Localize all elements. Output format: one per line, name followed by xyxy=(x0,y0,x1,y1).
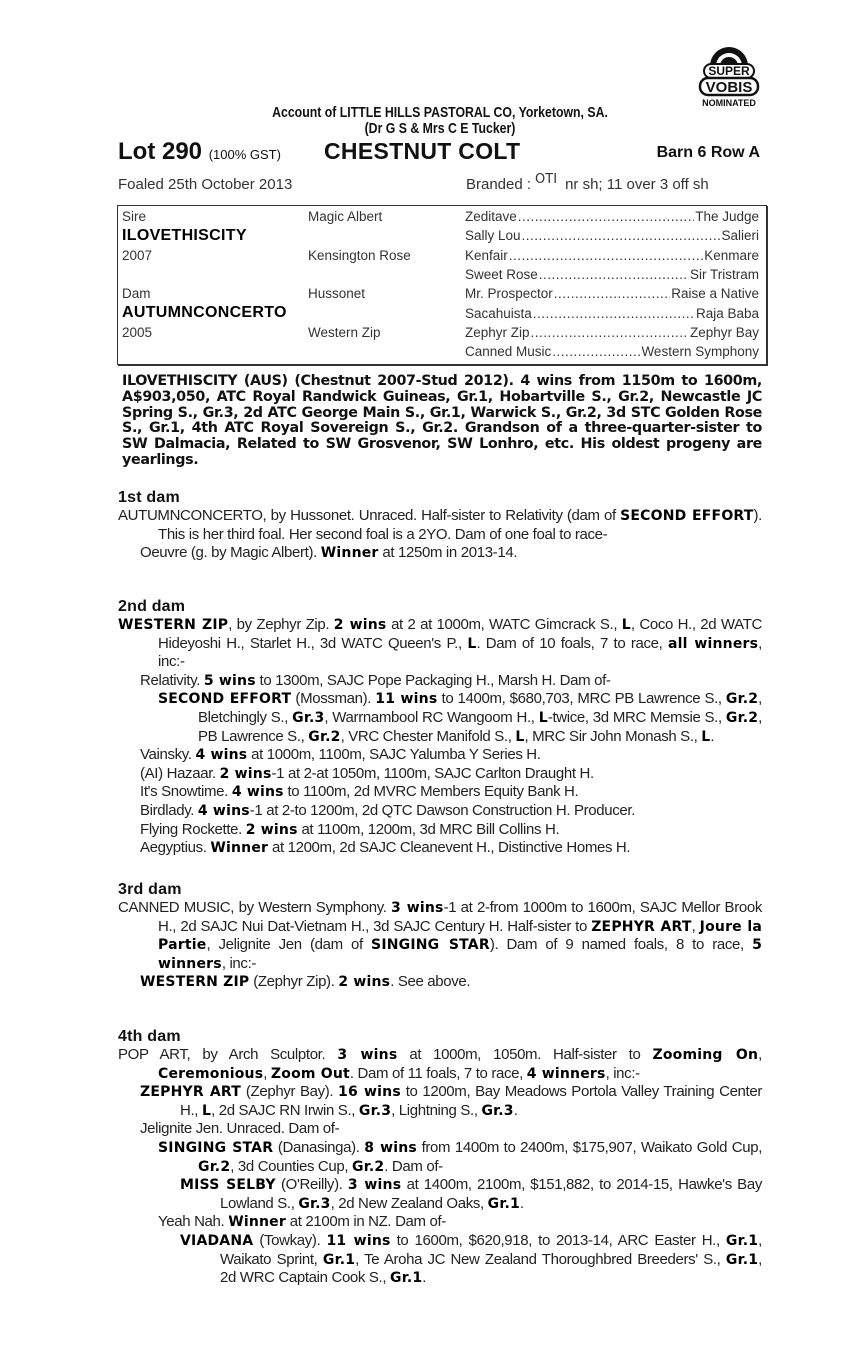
entry-highlight: Gr.1 xyxy=(725,1232,759,1249)
entry-highlight: 2 wins xyxy=(333,617,387,633)
entry-highlight: 16 wins xyxy=(338,1084,401,1101)
dam-section xyxy=(118,489,762,563)
pedigree-entry xyxy=(118,821,762,840)
entry-text: , 2d New Zealand Oaks, xyxy=(330,1194,488,1212)
sire-sire: Magic Albert xyxy=(308,209,383,224)
entry-highlight: SINGING STAR xyxy=(371,937,490,954)
entry-highlight: Gr.1 xyxy=(322,1251,356,1268)
entry-text: , inc:- xyxy=(158,634,762,671)
entry-text: Aegyptius. xyxy=(140,839,211,857)
entry-text: at 1400m, 2100m, $151,882, to 2014-15, Hawke's Bay Lowland S., xyxy=(220,1176,762,1212)
entry-text: (Mossman). xyxy=(291,690,376,708)
entry-text: . Dam of- xyxy=(384,1157,443,1175)
entry-highlight: MISS SELBY xyxy=(180,1177,276,1194)
entry-highlight: SECOND EFFORT xyxy=(158,691,292,708)
sire-year: 2007 xyxy=(122,248,153,263)
grandparent-row xyxy=(465,344,759,359)
entry-text: -1 at 2-from 1000m to 1600m, SAJC Mellor Brook H., 2d SAJC Nui Dat-Vietnam H., 3d SAJC Century H. Half-sister to xyxy=(158,899,762,935)
entry-text: at 1250m in 2013-14. xyxy=(378,544,518,562)
entry-text: . See above. xyxy=(390,973,471,991)
dam-sire: Hussonet xyxy=(308,286,366,301)
entry-highlight: Joure la Partie xyxy=(158,918,762,954)
entry-highlight: Gr.2 xyxy=(198,1158,231,1175)
entry-highlight: Zoom Out xyxy=(270,1065,350,1082)
grandparent-name: Sally Lou xyxy=(465,228,521,244)
entry-highlight: 2 wins xyxy=(219,765,272,782)
entry-highlight: Ceremonious xyxy=(158,1065,264,1082)
entry-text: , 3d Counties Cup, xyxy=(230,1157,353,1175)
entry-highlight: 8 wins xyxy=(364,1139,417,1156)
pedigree-entry xyxy=(118,802,762,821)
pedigree-entry xyxy=(118,839,762,858)
entry-text: , Coco H., 2d WATC Hideyoshi H., Starlet H., 3d WATC Queen's P., xyxy=(158,616,762,652)
pedigree-entry xyxy=(118,1232,762,1288)
pedigree-entry xyxy=(118,899,762,973)
grandparent-row xyxy=(465,228,759,243)
entry-highlight: 2 wins xyxy=(245,821,298,838)
entry-text: at 1100m, 1200m, 3d MRC Bill Collins H. xyxy=(297,820,560,838)
grandparent-row xyxy=(465,267,759,282)
logo-text-super: SUPER xyxy=(708,64,750,78)
super-vobis-nominated-logo xyxy=(688,40,770,110)
sire-label: Sire xyxy=(122,209,147,224)
grandparent-name: Sweet Rose xyxy=(465,266,538,282)
horse-description: CHESTNUT COLT xyxy=(324,138,521,164)
pedigree-entry xyxy=(118,1046,762,1083)
entry-text: , PB Lawrence S., xyxy=(198,708,762,745)
dam-label: Dam xyxy=(122,286,151,301)
entry-highlight: Zooming On xyxy=(652,1047,759,1063)
entry-highlight: 3 wins xyxy=(347,1177,402,1194)
pedigree-entry xyxy=(118,1083,762,1120)
entry-text: Birdlady. xyxy=(140,801,198,819)
entry-text: , xyxy=(758,1046,762,1063)
entry-text: -1 at 2-to 1200m, 2d QTC Dawson Construction H. Producer. xyxy=(249,801,636,819)
entry-highlight: L xyxy=(701,728,711,745)
entry-text: -1 at 2-at 1050m, 1100m, SAJC Carlton Draught H. xyxy=(271,764,594,782)
entry-text: , MRC Sir John Monash S., xyxy=(524,727,702,745)
branded-label: Branded : xyxy=(466,176,532,193)
entry-highlight: 5 wins xyxy=(203,672,256,689)
entry-text: , by Zephyr Zip. xyxy=(228,616,334,633)
entry-highlight: Gr.2 xyxy=(725,709,759,726)
entry-highlight: SINGING STAR xyxy=(158,1139,274,1156)
pedigree-entry xyxy=(118,507,762,544)
entry-highlight: Gr.3 xyxy=(298,1195,331,1212)
entry-highlight: Gr.1 xyxy=(390,1270,423,1287)
section-title: 1st dam xyxy=(118,489,180,506)
grandparent-sire: Raja Baba xyxy=(695,305,759,321)
entry-highlight: L xyxy=(621,617,631,633)
entry-text: ). Dam of 9 named foals, 8 to race, xyxy=(489,936,753,954)
entry-highlight: 4 wins xyxy=(197,802,250,819)
entry-text: POP ART, by Arch Sculptor. xyxy=(118,1046,338,1063)
entry-text: to 1600m, $620,918, to 2013-14, ARC Easter H., xyxy=(390,1231,726,1249)
grandparent-sire: Western Symphony xyxy=(641,344,759,360)
entry-highlight: Gr.3 xyxy=(481,1102,514,1119)
entry-highlight: 4 wins xyxy=(231,784,284,801)
entry-text: AUTUMNCONCERTO, by Hussonet. Unraced. Half-sister to Relativity (dam of xyxy=(118,507,621,524)
entry-highlight: VIADANA xyxy=(180,1232,254,1249)
entry-text: CANNED MUSIC, by Western Symphony. xyxy=(118,899,392,916)
grandparent-row xyxy=(465,248,759,263)
dam-section xyxy=(118,1028,762,1288)
entry-highlight: 11 wins xyxy=(375,691,438,708)
grandparent-sire: Salieri xyxy=(721,228,759,244)
entry-text: , Warrnambool RC Wangoom H., xyxy=(324,708,539,726)
lot-number xyxy=(118,138,281,166)
entry-highlight: Gr.3 xyxy=(292,709,325,726)
entry-text: , xyxy=(691,917,700,935)
vendor-account: Account of LITTLE HILLS PASTORAL CO, Yorketown, SA. xyxy=(272,104,608,121)
grandparent-row xyxy=(465,209,759,224)
dam-dam: Western Zip xyxy=(308,325,381,340)
entry-text: , 2d SAJC RN Irwin S., xyxy=(211,1101,359,1119)
brand-info xyxy=(466,172,709,193)
foaled-date: Foaled 25th October 2013 xyxy=(118,176,293,193)
entry-highlight: L xyxy=(467,635,477,652)
entry-text: from 1400m to 2400m, $175,907, Waikato Gold Cup, xyxy=(416,1138,763,1156)
entry-highlight: 4 winners xyxy=(526,1065,606,1082)
entry-text: Vainsky. xyxy=(140,746,196,764)
grandparent-name: Canned Music xyxy=(465,344,552,360)
entry-text: , inc:- xyxy=(605,1064,640,1082)
entry-text: . Dam of 10 foals, 7 to race, xyxy=(476,634,668,652)
pedigree-entry xyxy=(118,746,762,765)
entry-highlight: Gr.1 xyxy=(725,1251,759,1268)
entry-text: (Zephyr Bay). xyxy=(241,1083,339,1101)
dot-leader xyxy=(522,228,721,243)
entry-text: . xyxy=(513,1101,518,1119)
logo-text-nominated: NOMINATED xyxy=(702,98,756,108)
entry-text: Oeuvre (g. by Magic Albert). xyxy=(140,544,321,562)
entry-highlight: Gr.3 xyxy=(358,1102,392,1119)
entry-highlight: ZEPHYR ART xyxy=(591,918,692,935)
grandparent-sire: Raise a Native xyxy=(671,286,759,302)
entry-text: It's Snowtime. xyxy=(140,783,232,801)
entry-highlight: WESTERN ZIP xyxy=(140,974,250,991)
entry-text: , Jelignite Jen (dam of xyxy=(206,936,372,954)
brand-detail: nr sh; 11 over 3 off sh xyxy=(565,176,709,193)
entry-text: . Dam of 11 foals, 7 to race, xyxy=(349,1064,527,1082)
grandparent-name: Mr. Prospector xyxy=(465,286,553,302)
dot-leader xyxy=(539,267,689,282)
entry-highlight: 5 winners xyxy=(158,937,763,972)
sire-dam: Kensington Rose xyxy=(308,248,411,263)
entry-highlight: L xyxy=(201,1102,212,1119)
grandparent-row xyxy=(465,325,759,340)
entry-highlight: Winner xyxy=(320,545,379,562)
entry-text: to 1200m, Bay Meadows Portola Valley Training Center H., xyxy=(180,1083,763,1119)
entry-highlight: all winners xyxy=(667,635,759,652)
entry-highlight: 11 wins xyxy=(326,1232,391,1249)
entry-text: , Bletchingly S., xyxy=(198,690,762,726)
entry-highlight: Gr.1 xyxy=(487,1195,520,1212)
section-title: 3rd dam xyxy=(118,881,182,898)
pedigree-entry xyxy=(118,544,762,563)
grandparent-row xyxy=(465,286,759,301)
entry-text: , Lightning S., xyxy=(391,1101,482,1119)
pedigree-entry xyxy=(118,783,762,802)
dot-leader xyxy=(531,325,689,340)
pedigree-entry xyxy=(118,1120,762,1139)
entry-highlight: SECOND EFFORT xyxy=(620,508,754,524)
entry-text: at 1000m, 1050m. Half-sister to xyxy=(397,1046,653,1063)
entry-text: at 2 at 1000m, WATC Gimcrack S., xyxy=(386,616,622,633)
entry-text: to 1400m, $680,703, MRC PB Lawrence S., xyxy=(437,690,726,708)
dot-leader xyxy=(518,209,694,224)
grandparent-sire: Zephyr Bay xyxy=(689,324,759,340)
entry-highlight: ZEPHYR ART xyxy=(140,1084,242,1101)
pedigree-entry xyxy=(118,1176,762,1213)
entry-text: at 1200m, 2d SAJC Cleanevent H., Distinctive Homes H. xyxy=(268,839,631,857)
entry-highlight: Winner xyxy=(228,1214,286,1231)
section-title: 2nd dam xyxy=(118,598,186,615)
grandparent-name: Zephyr Zip xyxy=(465,324,530,340)
entry-text: ). This is her third foal. Her second foal is a 2YO. Dam of one foal to race- xyxy=(158,507,762,543)
entry-text: , xyxy=(263,1064,271,1082)
entry-text: (Danasinga). xyxy=(273,1138,365,1156)
pedigree-entry xyxy=(118,1139,762,1176)
entry-text: (Towkay). xyxy=(253,1231,327,1249)
entry-highlight: 4 wins xyxy=(195,747,248,764)
pedigree-entry xyxy=(118,690,762,746)
entry-text: , VRC Chester Manifold S., xyxy=(340,727,516,745)
pedigree-entry xyxy=(118,616,762,672)
entry-text: to 1100m, 2d MVRC Members Equity Bank H. xyxy=(283,783,579,801)
sire-summary: ILOVETHISCITY (AUS) (Chestnut 2007-Stud 2012). 4 wins from 1150m to 1600m, A$903,050, ATC Royal Randwick Guineas, Gr.1, Hobartville S., Gr.2, Newcastle JC Spring S., Gr.3, 2d ATC George Main S., Gr.1, Warwick S., Gr.2, 3d STC Golden Rose S., Gr.1, 4th ATC Royal Sovereign S., Gr.2. Grandson of a three-quarter-sister to SW Dalmacia, Related to SW Grosvenor, SW Lonhro, etc. His oldest progeny are yearlings. xyxy=(122,373,762,468)
section-title: 4th dam xyxy=(118,1028,181,1045)
entry-highlight: Gr.2 xyxy=(308,728,341,745)
entry-highlight: 2 wins xyxy=(338,974,391,991)
dot-leader xyxy=(554,286,670,301)
pedigree-entry xyxy=(118,973,762,992)
entry-text: , Te Aroha JC New Zealand Thoroughbred Breeders' S., xyxy=(355,1250,726,1268)
pedigree-entry xyxy=(118,1213,762,1232)
pedigree-table xyxy=(117,205,767,365)
grandparent-row xyxy=(465,306,759,321)
entry-text: , inc:- xyxy=(221,954,257,972)
dam-name: AUTUMNCONCERTO xyxy=(122,304,287,321)
gst-note: (100% GST) xyxy=(208,147,281,162)
entry-highlight: Gr.2 xyxy=(725,691,759,708)
lot-header xyxy=(118,138,768,166)
entry-text: . xyxy=(519,1194,524,1212)
grandparent-sire: Sir Tristram xyxy=(690,266,759,282)
lot-label: Lot 290 xyxy=(118,138,203,165)
entry-text: , 2d WRC Captain Cook S., xyxy=(220,1250,762,1287)
entry-text: (AI) Hazaar. xyxy=(140,764,220,782)
dam-section xyxy=(118,881,762,992)
grandparent-name: Sacahuista xyxy=(465,305,532,321)
entry-text: to 1300m, SAJC Pope Packaging H., Marsh H. Dam of- xyxy=(255,671,611,689)
grandparent-sire: The Judge xyxy=(695,209,759,224)
entry-text: . xyxy=(710,727,715,745)
sire-name: ILOVETHISCITY xyxy=(122,227,247,244)
entry-text: at 2100m in NZ. Dam of- xyxy=(285,1213,446,1231)
dam-section xyxy=(118,598,762,858)
entry-highlight: WESTERN ZIP xyxy=(118,617,229,633)
grandparent-sire: Kenmare xyxy=(704,247,759,263)
entry-text: Jelignite Jen. Unraced. Dam of- xyxy=(140,1120,340,1138)
entry-text: Relativity. xyxy=(140,671,204,689)
grandparent-name: Zeditave xyxy=(465,209,517,224)
pedigree-entry xyxy=(118,765,762,784)
entry-highlight: Winner xyxy=(210,840,269,857)
entry-text: -twice, 3d MRC Memsie S., xyxy=(547,708,726,726)
dot-leader xyxy=(552,344,640,359)
grandparent-name: Kenfair xyxy=(465,247,508,263)
entry-text: . xyxy=(422,1269,427,1287)
entry-text: at 1000m, 1100m, SAJC Yalumba Y Series H. xyxy=(247,746,541,764)
pedigree-entry xyxy=(118,672,762,691)
entry-text: Yeah Nah. xyxy=(158,1213,229,1231)
vendor-owners: (Dr G S & Mrs C E Tucker) xyxy=(364,120,516,137)
dot-leader xyxy=(533,306,695,321)
entry-highlight: Gr.2 xyxy=(352,1158,385,1175)
dam-year: 2005 xyxy=(122,325,153,340)
entry-text: (O'Reilly). xyxy=(275,1176,348,1194)
entry-text: Flying Rockette. xyxy=(140,820,246,838)
entry-highlight: L xyxy=(538,709,548,726)
brand-mark: OTI xyxy=(535,172,558,187)
entry-highlight: 3 wins xyxy=(391,900,444,916)
logo-text-vobis: VOBIS xyxy=(705,79,753,96)
entry-highlight: 3 wins xyxy=(337,1047,398,1063)
entry-highlight: L xyxy=(515,728,525,745)
barn-location: Barn 6 Row A xyxy=(656,144,760,161)
entry-text: (Zephyr Zip). xyxy=(249,973,339,991)
entry-text: , Waikato Sprint, xyxy=(220,1231,762,1268)
dot-leader xyxy=(509,248,703,263)
